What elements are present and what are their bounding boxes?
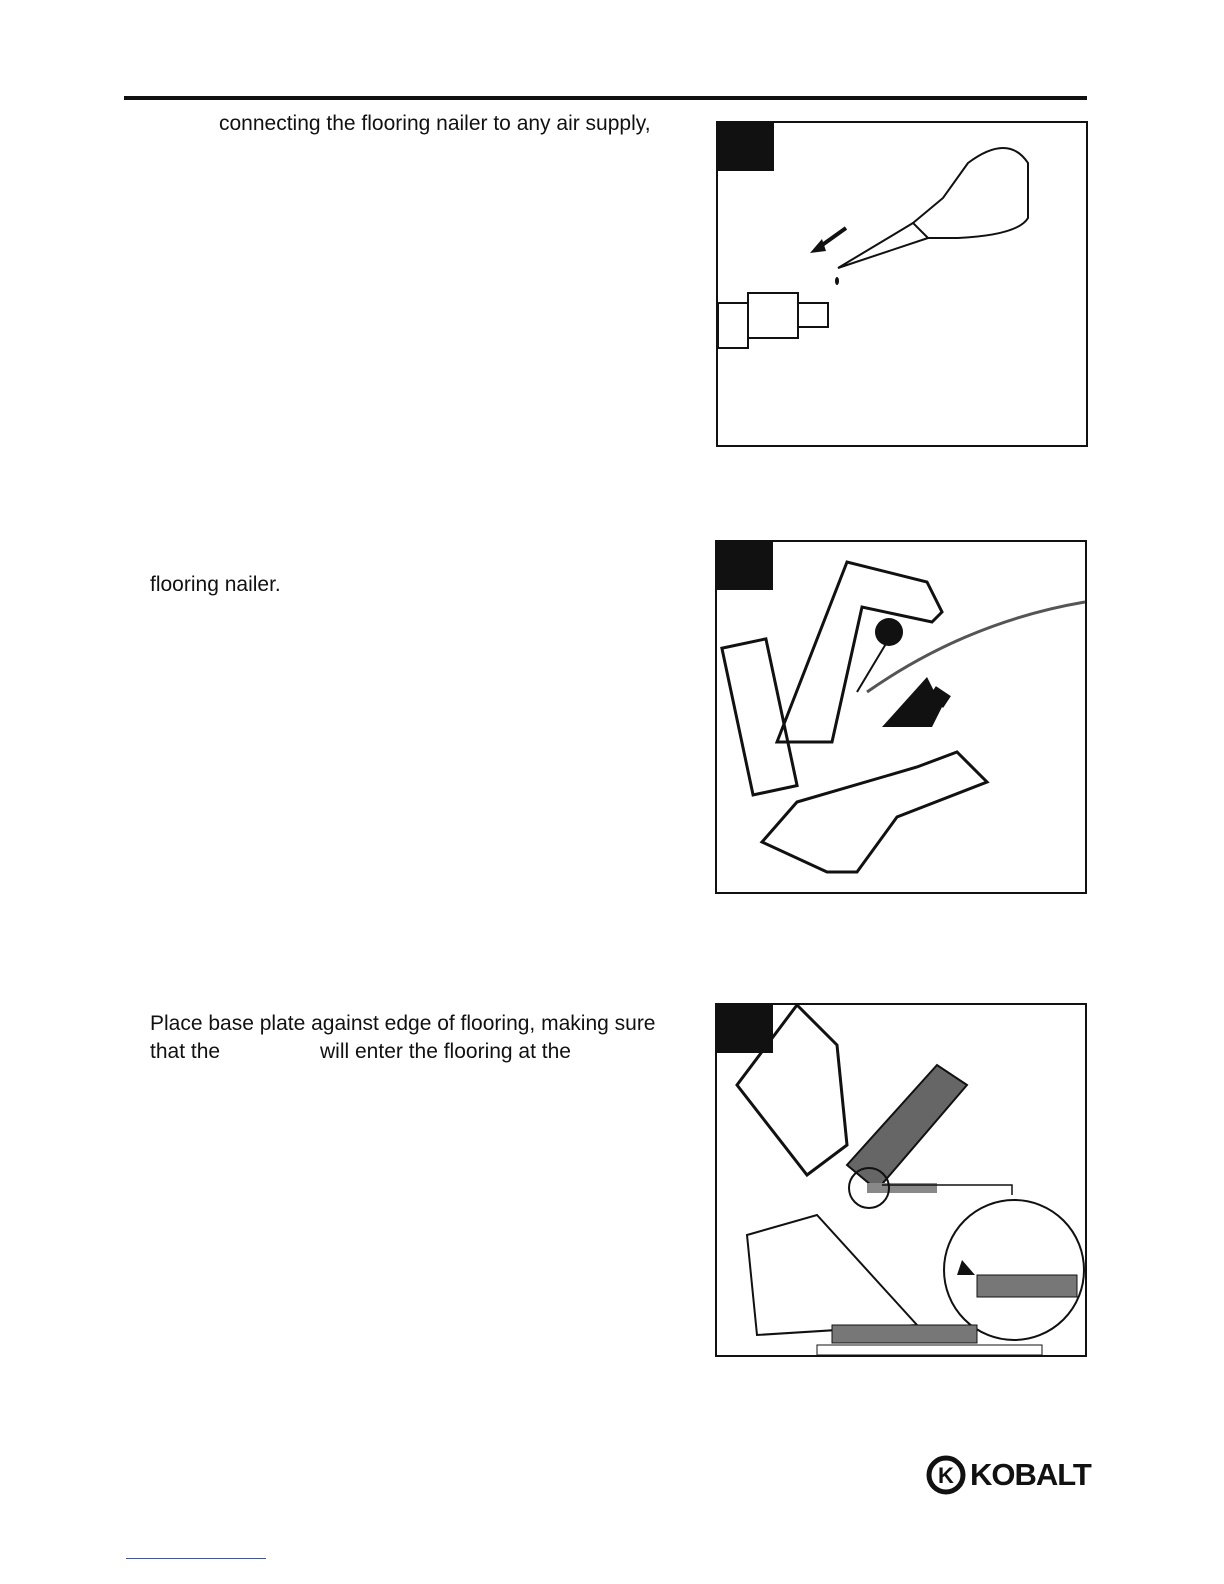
figure-base-plate [715,1003,1087,1357]
base-plate-flooring-illustration [717,1005,1085,1355]
brand-name: KOBALT [970,1457,1091,1492]
nailer-air-hose-illustration [717,542,1085,892]
kobalt-k-mark-icon [926,1455,966,1495]
kobalt-logo [926,1455,1091,1495]
section3-text-line2b: will enter the flooring at the [320,1040,571,1063]
figure-connect-air [715,540,1087,894]
section2-text: flooring nailer. [150,573,281,596]
section1-text: connecting the flooring nailer to any air supply, [219,112,651,135]
svg-text:K: K [938,1463,954,1488]
footer-link-underline [126,1558,266,1559]
section3-text-line1: Place base plate against edge of flooring, making sure [150,1012,656,1035]
oil-bottle-illustration [718,123,1086,445]
header-rule [124,96,1087,100]
figure-oil-bottle [716,121,1088,447]
section3-text-line2a: that the [150,1040,221,1063]
